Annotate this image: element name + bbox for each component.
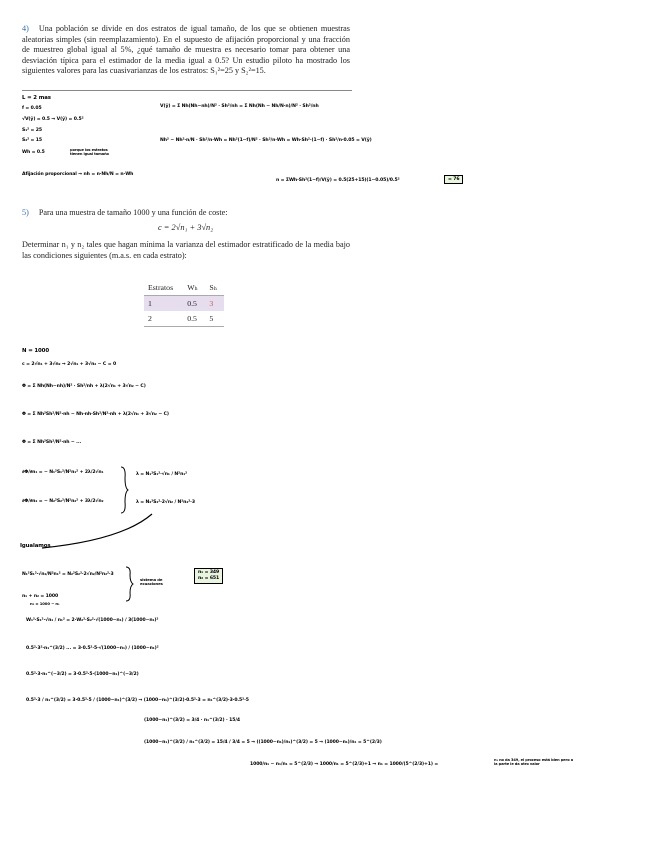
divider <box>22 90 352 91</box>
formula-derivation: Nh² − Nh²·n/N · Sh²/n·Wh = Nh²(1−f)/N² · Sh²/n·Wh = Wh·Sh²·(1−f) · Sh²/n·0.05 = V(ȳ) <box>160 138 372 143</box>
note-cost: c = 2√n₁ + 3√n₂ → 2√n₁ + 3√n₂ − C = 0 <box>22 362 117 367</box>
note-wh-reason: porque los estratos tienen igual tamaño <box>70 148 109 156</box>
strata-table <box>144 280 224 327</box>
cost-function: c = 2√n₁ + 3√n₂ <box>158 223 214 232</box>
problem-5-instruction: Determinar n₁ y n₂ tales que hagan mínima la varianza del estimador estratificado de la media bajo las condiciones siguientes (m.a.s. en cada estrato): <box>22 240 350 260</box>
problem-4-number: 4) <box>22 24 29 33</box>
table-header-row <box>144 280 224 296</box>
formula-variance: V(ȳ) = Σ Nh(Nh−nh)/N² · Sh²/nh = Σ Nh(Nh − Nh/N·n)/N² · Sh²/nh <box>160 104 319 109</box>
note-equation: N₁²S₁²·√n₁/N²n₁² = N₂²S₂²·2√n₂/N²n₂²·3 <box>22 572 114 577</box>
answer-box <box>194 568 223 584</box>
note-n: N = 1000 <box>22 348 49 354</box>
problem-5-number: 5) <box>22 208 29 217</box>
note-wh: Wh = 0.5 <box>22 150 45 155</box>
note-step-5: (1000−n₁)^(3/2) = 3/4 · n₁^(3/2) · 15/4 <box>144 718 241 723</box>
note-afijacion: Afijación proporcional → nh = n·Nh/N = n·Wh <box>22 172 134 177</box>
note-step-1: W₁²·S₁²·√n₁ / n₁² = 2·W₂²·S₂²·√(1000−n₁) / 3(1000−n₁)² <box>26 618 159 623</box>
note-sistema: sistema de ecuaciones <box>140 577 163 587</box>
problem-5-statement <box>22 208 350 219</box>
note-comment: n₁ no da 349, el proceso está bien pero a la parte le da otro valor <box>494 758 574 767</box>
note-lambda-2: λ = N₂²S₂²·2√n₂ / N²n₂²·3 <box>136 500 195 505</box>
table-row <box>144 311 224 327</box>
note-step-4: 0.5²·3 / n₁^(3/2) = 3·0.5²·5 / (1000−n₁)^(3/2) → (1000−n₁)^(3/2)·0.5²·3 = n₁^(3/2)·3·0.5²·5 <box>26 698 249 703</box>
cell: 1 <box>144 296 183 312</box>
header-estratos: Estratos <box>144 280 183 296</box>
table-row <box>144 296 224 312</box>
formula-result-n: n = ΣWh·Sh²(1−f)/V(ȳ) = 0.5(25+15)(1−0.05)/0.5² <box>276 178 400 183</box>
header-wh: Wₕ <box>183 280 205 296</box>
note-step-2: 0.5²·3²·n₁^(3/2) ... = 3·0.5²·5·√(1000−n₁) / (1000−n₁)² <box>26 646 159 651</box>
problem-4-text: Una población se divide en dos estratos de igual tamaño, de los que se obtienen muestras aleatorias simples (sin reemplazamiento). En el supuesto de afijación proporcional y una fracción de muestreo global igual al 5%, ¿qué tamaño de muestra es necesario tomar para obtener una desviación típica para el estimador de la media igual a 0.5? Un estudio piloto ha mostrado los siguientes valores para las cuasivarianzas de los estratos: S₁²=25 y S₂²=15. <box>22 24 350 76</box>
problem-4-statement <box>22 24 350 77</box>
note-constraint-2: n₂ = 1000 − n₁ <box>30 601 60 606</box>
header-sh: Sₕ <box>205 280 224 296</box>
note-f: f = 0.05 <box>22 106 42 111</box>
note-l: L = 2 mas <box>22 95 51 101</box>
note-lagrangian-1: Φ = Σ Nh(Nh−nh)/N² · Sh²/nh + λ(2√n₁ + 3√n₂ − C) <box>22 384 146 389</box>
note-igualamos: Igualamos <box>20 543 51 549</box>
note-lagrangian-2: Φ = Σ Nh²Sh²/N²·nh − Nh·nh·Sh²/N²·nh + λ(2√n₁ + 3√n₂ − C) <box>22 412 169 417</box>
answer-n1: n₁ = 349 <box>198 570 220 575</box>
note-variance: √V(ȳ) = 0.5 → V(ȳ) = 0.5² <box>22 117 84 122</box>
cell: 5 <box>205 311 224 327</box>
problem-5-text: Para una muestra de tamaño 1000 y una función de coste: <box>38 208 228 217</box>
result-box: = 76 <box>444 175 463 184</box>
cell: 0.5 <box>183 311 205 327</box>
note-constraint-1: n₁ + n₂ = 1000 <box>22 594 59 599</box>
cell: 0.5 <box>183 296 205 312</box>
note-lagrangian-3: Φ = Σ Nh²Sh²/N²·nh − ... <box>22 440 82 445</box>
answer-n2: n₂ = 651 <box>198 576 220 581</box>
note-deriv-1: ∂Φ/∂n₁ = − N₁²S₁²/N²n₁² + 2λ/2√n₁ <box>22 470 104 475</box>
note-deriv-2: ∂Φ/∂n₂ = − N₂²S₂²/N²n₂² + 3λ/2√n₂ <box>22 499 104 504</box>
note-step-6: (1000−n₁)^(3/2) / n₁^(3/2) = 15/4 / 3/4 = 5 → ((1000−n₁)/n₁)^(3/2) = 5 → (1000−n₁)/n₁ = 5^(2/3) <box>144 740 382 745</box>
note-lambda-1: λ = N₁²S₁²·√n₁ / N²n₁² <box>136 472 188 477</box>
note-s2: S₂² = 15 <box>22 138 42 143</box>
note-s1: S₁² = 25 <box>22 128 42 133</box>
brace-icon <box>119 466 129 514</box>
note-step-3: 0.5²·3·n₁^(−3/2) = 3·0.5²·5·(1000−n₁)^(−3/2) <box>26 672 139 677</box>
cell: 2 <box>144 311 183 327</box>
cell: 3 <box>205 296 224 312</box>
note-step-7: 1000/n₁ − n₁/n₁ = 5^(2/3) → 1000/n₁ = 5^(2/3)+1 → n₁ = 1000/(5^(2/3)+1) = <box>250 762 439 767</box>
brace-icon <box>124 566 134 602</box>
